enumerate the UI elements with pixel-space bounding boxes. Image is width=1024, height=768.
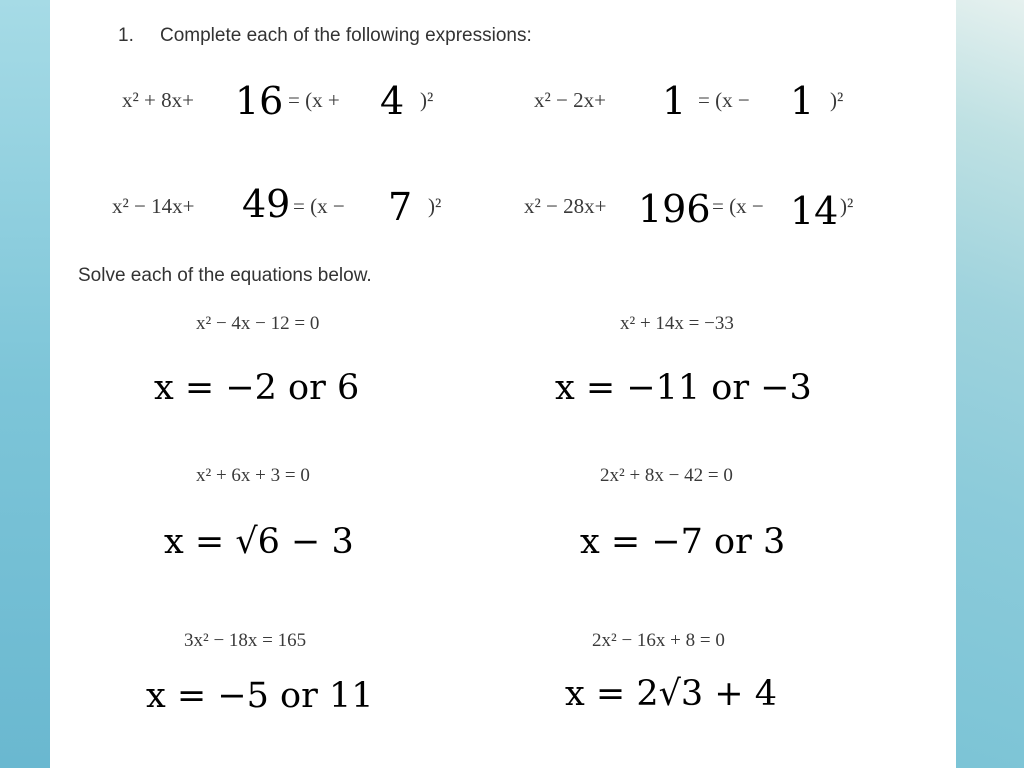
solution-2: x = −11 or −3	[555, 368, 812, 408]
expression-left: x² − 14x+	[112, 194, 195, 218]
handwritten-answer-constant: 1	[662, 79, 687, 123]
handwritten-answer-root: 4	[380, 79, 405, 123]
expression-middle: = (x +	[288, 88, 340, 112]
equation-5: 3x² − 18x = 165	[184, 630, 307, 651]
solution-5: x = −5 or 11	[146, 676, 374, 716]
handwritten-answer-root: 1	[790, 79, 815, 123]
solution-6: x = 2√3 + 4	[565, 674, 777, 714]
expression-left: x² − 2x+	[534, 88, 606, 112]
question-number: 1.	[118, 25, 134, 46]
equation-6: 2x² − 16x + 8 = 0	[592, 630, 725, 651]
solution-4: x = −7 or 3	[580, 522, 786, 562]
expression-left: x² + 8x+	[122, 88, 194, 112]
handwritten-answer-root: 14	[790, 189, 839, 233]
equation-2: x² + 14x = −33	[620, 313, 734, 334]
worksheet-page	[50, 0, 956, 768]
handwritten-answer-constant: 196	[638, 187, 711, 231]
handwritten-answer-constant: 49	[242, 182, 291, 226]
expression-middle: = (x −	[698, 88, 750, 112]
handwritten-answer-root: 7	[388, 185, 413, 229]
left-background-strip	[0, 0, 50, 768]
section2-instruction: Solve each of the equations below.	[78, 265, 372, 286]
expression-middle: = (x −	[293, 194, 345, 218]
right-background-strip	[956, 0, 1024, 768]
handwritten-answer-constant: 16	[235, 79, 284, 123]
expression-close: )²	[840, 194, 854, 218]
expression-close: )²	[830, 88, 844, 112]
solution-3: x = √6 − 3	[164, 522, 354, 562]
equation-3: x² + 6x + 3 = 0	[196, 465, 310, 486]
section1-instruction: Complete each of the following expressions:	[160, 25, 532, 46]
expression-close: )²	[420, 88, 434, 112]
expression-left: x² − 28x+	[524, 194, 607, 218]
expression-middle: = (x −	[712, 194, 764, 218]
expression-close: )²	[428, 194, 442, 218]
equation-1: x² − 4x − 12 = 0	[196, 313, 320, 334]
solution-1: x = −2 or 6	[154, 368, 360, 408]
equation-4: 2x² + 8x − 42 = 0	[600, 465, 733, 486]
